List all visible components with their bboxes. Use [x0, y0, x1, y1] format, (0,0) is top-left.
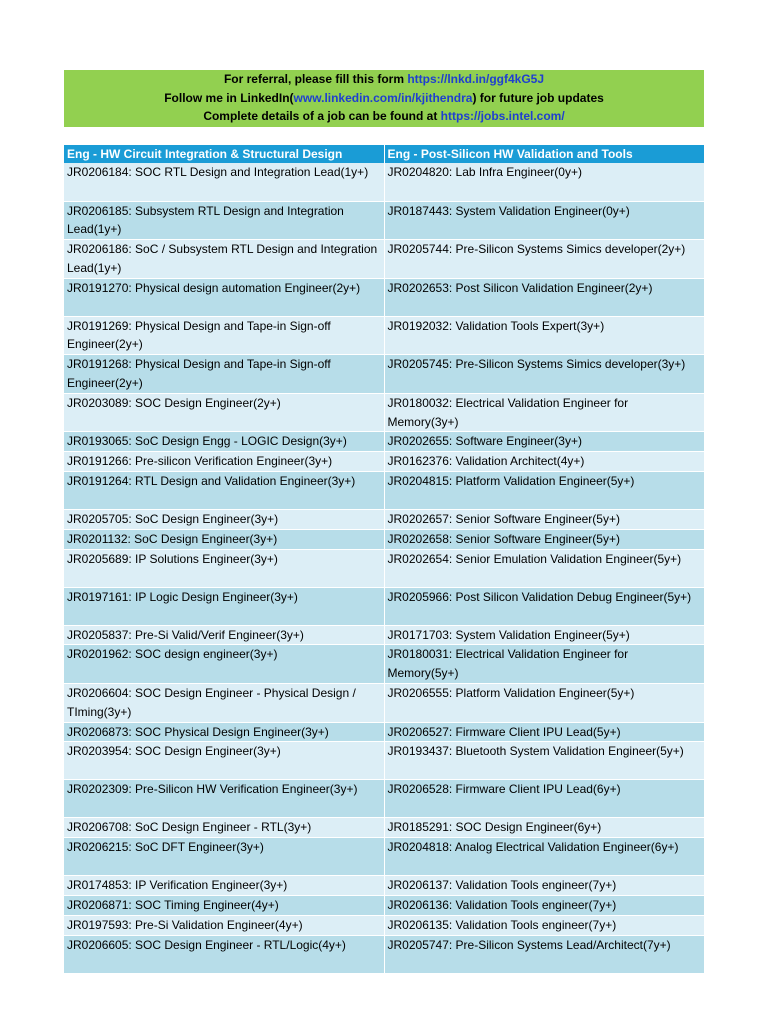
table-row: [64, 742, 704, 780]
hw-design-job: JR0191270: Physical design automation Engineer(2y+): [64, 278, 384, 316]
validation-job: JR0171703: System Validation Engineer(5y+): [384, 625, 704, 645]
table-row: [64, 393, 704, 432]
hw-design-job: JR0202309: Pre-Silicon HW Verification Engineer(3y+): [64, 780, 384, 818]
hw-design-job: JR0206605: SOC Design Engineer - RTL/Logic(4y+): [64, 935, 384, 973]
validation-job: JR0202653: Post Silicon Validation Engineer(2y+): [384, 278, 704, 316]
hw-design-job: JR0206184: SOC RTL Design and Integration Lead(1y+): [64, 163, 384, 201]
linkedin-suffix: ) for future job updates: [472, 90, 604, 105]
table-row: [64, 529, 704, 549]
table-row: [64, 645, 704, 684]
hw-design-job: JR0206873: SOC Physical Design Engineer(3y+): [64, 722, 384, 742]
table-row: [64, 240, 704, 279]
referral-text: For referral, please fill this form: [223, 72, 408, 86]
validation-job: JR0193437: Bluetooth System Validation Engineer(5y+): [384, 742, 704, 780]
hw-design-job: JR0203089: SOC Design Engineer(2y+): [64, 393, 384, 432]
hw-design-job: JR0205705: SoC Design Engineer(3y+): [64, 510, 384, 530]
referral-line: [64, 70, 704, 89]
table-row: [64, 510, 704, 530]
intel-jobs-link[interactable]: https://jobs.intel.com/: [440, 109, 565, 124]
job-details-line: [64, 107, 704, 126]
linkedin-line: [64, 89, 704, 108]
validation-job: JR0185291: SOC Design Engineer(6y+): [384, 818, 704, 838]
validation-job: JR0162376: Validation Architect(4y+): [384, 452, 704, 472]
validation-job: JR0206528: Firmware Client IPU Lead(6y+): [384, 780, 704, 818]
hw-design-job: JR0206708: SoC Design Engineer - RTL(3y+): [64, 818, 384, 838]
table-row: [64, 355, 704, 394]
hw-design-job: JR0191266: Pre-silicon Verification Engineer(3y+): [64, 452, 384, 472]
table-row: [64, 780, 704, 818]
job-rows: [64, 163, 704, 973]
hw-design-job: JR0193065: SoC Design Engg - LOGIC Design(3y+): [64, 432, 384, 452]
validation-job: JR0205744: Pre-Silicon Systems Simics developer(2y+): [384, 240, 704, 279]
table-row: [64, 472, 704, 510]
table-row: [64, 587, 704, 625]
validation-job: JR0205747: Pre-Silicon Systems Lead/Architect(7y+): [384, 935, 704, 973]
table-row: [64, 876, 704, 896]
table-row: [64, 201, 704, 240]
validation-job: JR0202657: Senior Software Engineer(5y+): [384, 510, 704, 530]
table-row: [64, 549, 704, 587]
validation-job: JR0202654: Senior Emulation Validation Engineer(5y+): [384, 549, 704, 587]
table-row: [64, 722, 704, 742]
hw-design-job: JR0197161: IP Logic Design Engineer(3y+): [64, 587, 384, 625]
validation-job: JR0205745: Pre-Silicon Systems Simics developer(3y+): [384, 355, 704, 394]
linkedin-link[interactable]: www.linkedin.com/in/kjithendra: [293, 90, 473, 105]
validation-job: JR0206137: Validation Tools engineer(7y+): [384, 876, 704, 896]
table-row: [64, 452, 704, 472]
hw-design-job: JR0201962: SOC design engineer(3y+): [64, 645, 384, 684]
validation-job: JR0206135: Validation Tools engineer(7y+): [384, 915, 704, 935]
hw-design-job: JR0191264: RTL Design and Validation Engineer(3y+): [64, 472, 384, 510]
table-header-row: [64, 145, 704, 163]
hw-design-job: JR0191269: Physical Design and Tape-in Sign-off Engineer(2y+): [64, 316, 384, 355]
column-header-hw-design: Eng - HW Circuit Integration & Structural Design: [64, 145, 384, 163]
table-row: [64, 316, 704, 355]
validation-job: JR0204818: Analog Electrical Validation Engineer(6y+): [384, 838, 704, 876]
validation-job: JR0205966: Post Silicon Validation Debug Engineer(5y+): [384, 587, 704, 625]
hw-design-job: JR0206871: SOC Timing Engineer(4y+): [64, 896, 384, 916]
validation-job: JR0206136: Validation Tools engineer(7y+): [384, 896, 704, 916]
validation-job: JR0206527: Firmware Client IPU Lead(5y+): [384, 722, 704, 742]
job-details-text: Complete details of a job can be found at: [203, 109, 441, 124]
hw-design-job: JR0206215: SoC DFT Engineer(3y+): [64, 838, 384, 876]
table-row: [64, 935, 704, 973]
table-row: [64, 915, 704, 935]
hw-design-job: JR0203954: SOC Design Engineer(3y+): [64, 742, 384, 780]
job-openings-table: [64, 145, 705, 974]
validation-job: JR0204820: Lab Infra Engineer(0y+): [384, 163, 704, 201]
validation-job: JR0187443: System Validation Engineer(0y+): [384, 201, 704, 240]
table-row: [64, 838, 704, 876]
hw-design-job: JR0206186: SoC / Subsystem RTL Design and Integration Lead(1y+): [64, 240, 384, 279]
column-header-validation: Eng - Post-Silicon HW Validation and Tools: [384, 145, 704, 163]
validation-job: JR0180032: Electrical Validation Engineer for Memory(3y+): [384, 393, 704, 432]
table-row: [64, 163, 704, 201]
table-row: [64, 684, 704, 723]
validation-job: JR0192032: Validation Tools Expert(3y+): [384, 316, 704, 355]
validation-job: JR0202658: Senior Software Engineer(5y+): [384, 529, 704, 549]
validation-job: JR0202655: Software Engineer(3y+): [384, 432, 704, 452]
validation-job: JR0180031: Electrical Validation Engineer for Memory(5y+): [384, 645, 704, 684]
referral-banner: [64, 70, 704, 127]
table-row: [64, 818, 704, 838]
table-row: [64, 896, 704, 916]
referral-form-link[interactable]: https://lnkd.in/ggf4kG5J: [407, 72, 545, 86]
hw-design-job: JR0205689: IP Solutions Engineer(3y+): [64, 549, 384, 587]
hw-design-job: JR0197593: Pre-Si Validation Engineer(4y+): [64, 915, 384, 935]
hw-design-job: JR0191268: Physical Design and Tape-in Sign-off Engineer(2y+): [64, 355, 384, 394]
table-row: [64, 278, 704, 316]
table-row: [64, 432, 704, 452]
hw-design-job: JR0201132: SoC Design Engineer(3y+): [64, 529, 384, 549]
hw-design-job: JR0174853: IP Verification Engineer(3y+): [64, 876, 384, 896]
hw-design-job: JR0206185: Subsystem RTL Design and Integration Lead(1y+): [64, 201, 384, 240]
hw-design-job: JR0205837: Pre-Si Valid/Verif Engineer(3y+): [64, 625, 384, 645]
hw-design-job: JR0206604: SOC Design Engineer - Physical Design / TIming(3y+): [64, 684, 384, 723]
linkedin-text: Follow me in LinkedIn(: [164, 90, 294, 105]
validation-job: JR0204815: Platform Validation Engineer(5y+): [384, 472, 704, 510]
table-row: [64, 625, 704, 645]
validation-job: JR0206555: Platform Validation Engineer(5y+): [384, 684, 704, 723]
